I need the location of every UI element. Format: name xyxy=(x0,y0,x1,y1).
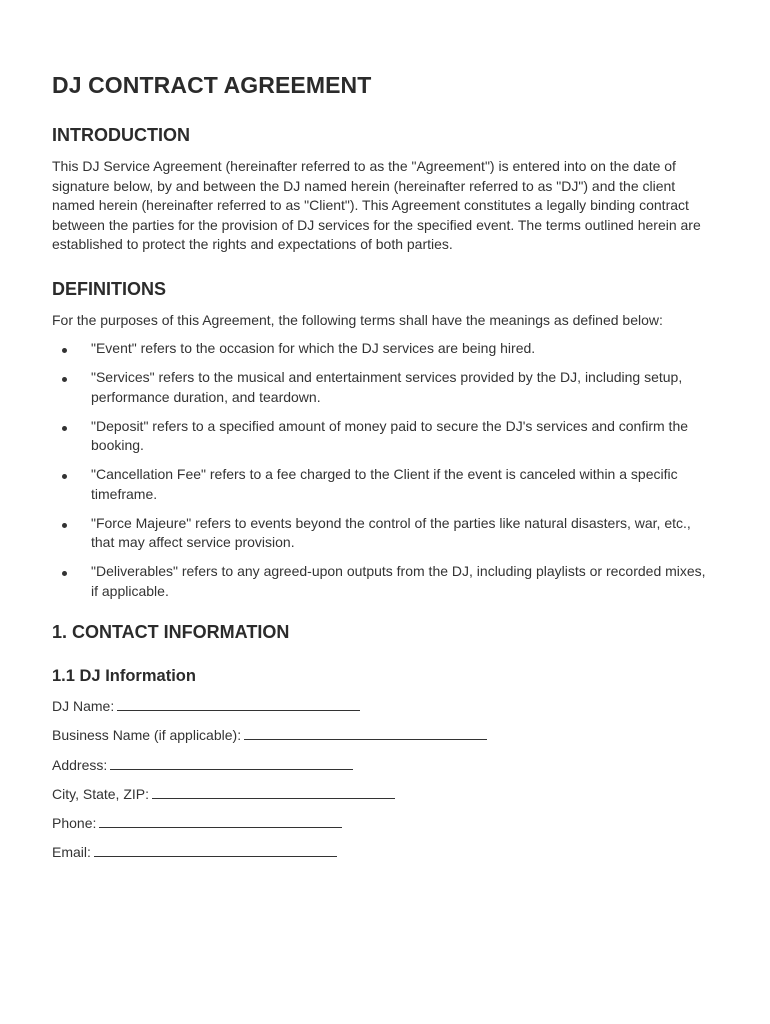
definition-text: "Deliverables" refers to any agreed-upon outputs from the DJ, including playlists or recorded mixes, if applicable. xyxy=(91,563,706,599)
definitions-list xyxy=(52,339,712,601)
contact-information-heading: 1. CONTACT INFORMATION xyxy=(52,622,290,642)
address-field xyxy=(52,756,712,785)
field-label: Email: xyxy=(52,844,91,861)
definition-text: "Services" refers to the musical and entertainment services provided by the DJ, including setup, performance duration, and teardown. xyxy=(91,369,683,405)
bullet-icon xyxy=(62,377,67,382)
dj-name-field xyxy=(52,697,712,726)
field-label: Business Name (if applicable): xyxy=(52,727,242,744)
field-label: Address: xyxy=(52,756,108,773)
definition-text: "Event" refers to the occasion for which the DJ services are being hired. xyxy=(91,340,536,356)
document-title: DJ CONTRACT AGREEMENT xyxy=(52,72,372,98)
document-page xyxy=(52,68,712,873)
city-state-zip-blank[interactable] xyxy=(152,785,395,799)
list-item xyxy=(52,465,712,504)
city-state-zip-field xyxy=(52,785,712,814)
bullet-icon xyxy=(62,474,67,479)
list-item xyxy=(52,562,712,601)
field-label: DJ Name: xyxy=(52,698,115,714)
list-item xyxy=(52,368,712,407)
phone-blank[interactable] xyxy=(99,814,342,828)
bullet-icon xyxy=(62,426,67,431)
bullet-icon xyxy=(62,571,67,576)
address-blank[interactable] xyxy=(110,756,353,770)
definition-text: "Deposit" refers to a specified amount of money paid to secure the DJ's services and confirm the booking. xyxy=(91,417,689,453)
bullet-icon xyxy=(62,348,67,353)
definitions-heading: DEFINITIONS xyxy=(52,278,167,299)
definition-text: "Cancellation Fee" refers to a fee charged to the Client if the event is canceled within a specific timeframe. xyxy=(91,466,678,502)
list-item xyxy=(52,514,712,553)
introduction-heading: INTRODUCTION xyxy=(52,125,190,145)
phone-field xyxy=(52,814,712,843)
business-name-blank[interactable] xyxy=(244,726,487,740)
field-label: Phone: xyxy=(52,815,97,832)
field-label: City, State, ZIP: xyxy=(52,785,149,802)
dj-information-fields xyxy=(52,697,712,873)
list-item xyxy=(52,339,712,359)
definitions-intro: For the purposes of this Agreement, the following terms shall have the meanings as defined below: xyxy=(52,311,663,328)
dj-information-heading: 1.1 DJ Information xyxy=(52,667,196,685)
business-name-field xyxy=(52,726,712,755)
list-item xyxy=(52,417,712,456)
bullet-icon xyxy=(62,523,67,528)
definition-text: "Force Majeure" refers to events beyond the control of the parties like natural disasters, war, etc., that may affect service provision. xyxy=(91,514,691,550)
email-blank[interactable] xyxy=(94,843,337,857)
email-field xyxy=(52,843,712,872)
introduction-paragraph: This DJ Service Agreement (hereinafter referred to as the "Agreement") is entered into on the date of signature below, by and between the DJ named herein (hereinafter referred to as "DJ") and the client named herein (hereinafter referred to as "Client"). This Agreement constitutes a legally binding contract between the parties for the provision of DJ services for the specified event. The terms outlined herein are established to protect the rights and expectations of both parties. xyxy=(52,158,701,252)
dj-name-blank[interactable] xyxy=(117,697,360,711)
